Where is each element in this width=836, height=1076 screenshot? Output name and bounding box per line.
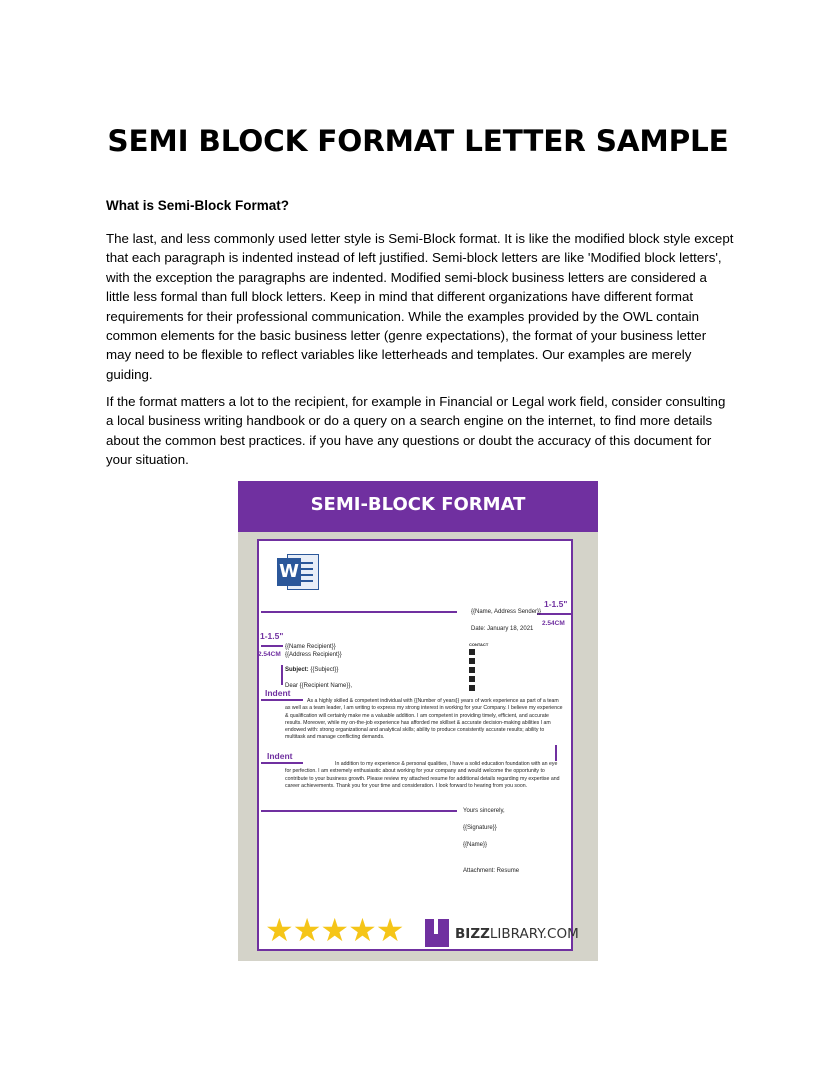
indent-arrow-sender (261, 611, 457, 613)
subject-indent-marker (281, 665, 283, 685)
banner-title: SEMI-BLOCK FORMAT (310, 494, 526, 515)
linkedin-icon (469, 685, 475, 691)
recipient-address: {{Address Recipient}} (285, 652, 342, 658)
subject-value: {{Subject}} (308, 667, 339, 673)
email-icon (469, 667, 475, 673)
spacing-marker (555, 745, 557, 761)
phone-icon (469, 658, 475, 664)
sender-name: {{Name}} (463, 842, 488, 848)
section-heading: What is Semi-Block Format? (106, 198, 290, 213)
indent-arrow-closing (261, 810, 457, 812)
facebook-icon (469, 676, 475, 682)
indent-label-2: Indent (267, 751, 293, 761)
letter-sheet (257, 539, 579, 951)
margin-cm-right: 2.54CM (542, 620, 565, 627)
illustration-banner (238, 481, 598, 532)
attachment-line: Attachment: Resume (463, 868, 520, 874)
letter-body-2: In addition to my experience & personal qualities, I have a solid education foundation with an eye for perfection. I am extremely enthusiastic about working for your company and would welcome the opportunity to contribute to your business growth. Please review my attached resume for additional details regarding my expertise and career achievements. Thank you for your time and consideration. I look forward to hearing from you soon. (285, 761, 560, 789)
date-line: Date: January 18, 2021 (471, 626, 534, 632)
indent-label-1: Indent (265, 688, 291, 698)
rating-stars: ★★★★★ (265, 911, 404, 949)
margin-label-left: 1-1.5" (260, 631, 284, 641)
contact-label: CONTACT (469, 642, 489, 647)
recipient-name: {{Name Recipient}} (285, 644, 336, 650)
letter-body-1: As a highly skilled & competent individual with {{Number of years}} years of work experience as part of a team as well as a team leader, I am writing to express my strong interest in working for your Company. I believe my experience & qualification will certainly make me a valuable addition. I am competent in providing timely, efficient, and accurate results. Moreover, while my on-the-job experience has afforded me skillset & accurate decision-making abilities I am endowed with: strong organizational and analytical skills; ability to produce consistently accurate results; ability to multitask and manage conflicting demands. (285, 698, 563, 741)
word-icon-letter: W (277, 558, 301, 586)
brand-name: BIZZLIBRARY.COM (455, 926, 579, 942)
sender-line: {{Name, Address Sender}} (471, 609, 542, 615)
subject-line (285, 666, 338, 674)
bizzlibrary-logo-icon (425, 919, 449, 947)
signature: {{Signature}} (463, 825, 497, 831)
closing: Yours sincerely, (463, 808, 505, 814)
margin-arrow-right (537, 613, 571, 615)
word-icon (277, 554, 319, 590)
page-title: SEMI BLOCK FORMAT LETTER SAMPLE (107, 124, 729, 158)
margin-cm-left: 2.54CM (258, 651, 281, 658)
paragraph-1: The last, and less commonly used letter style is Semi-Block format. It is like the modified block style except that each paragraph is indented instead of left justified. Semi-block letters are like 'Modified block letters', with the exception the paragraphs are indented. Modified semi-block business letters are considered a little less formal than full block letters. Keep in mind that different organizations have different format requirements for their professional communication. While the examples provided by the OWL contain common elements for the basic business letter (genre expectations), the format of your business letter may need to be flexible to reflect variables like letterheads and templates. Our examples are merely guiding. (106, 231, 734, 382)
margin-label-right: 1-1.5" (544, 599, 568, 609)
paragraph-2: If the format matters a lot to the recipient, for example in Financial or Legal work field, consider consulting a local business writing handbook or do a query on a search engine on the internet, to find more details about the common best practices. if you have any questions or doubt the accuracy of this document for your situation. (106, 394, 726, 468)
margin-arrow-left (261, 645, 283, 647)
address-icon (469, 649, 475, 655)
subject-label: Subject: (285, 667, 309, 673)
semi-block-format-illustration (238, 481, 598, 961)
salutation: Dear {{Recipient Name}}, (285, 683, 353, 689)
